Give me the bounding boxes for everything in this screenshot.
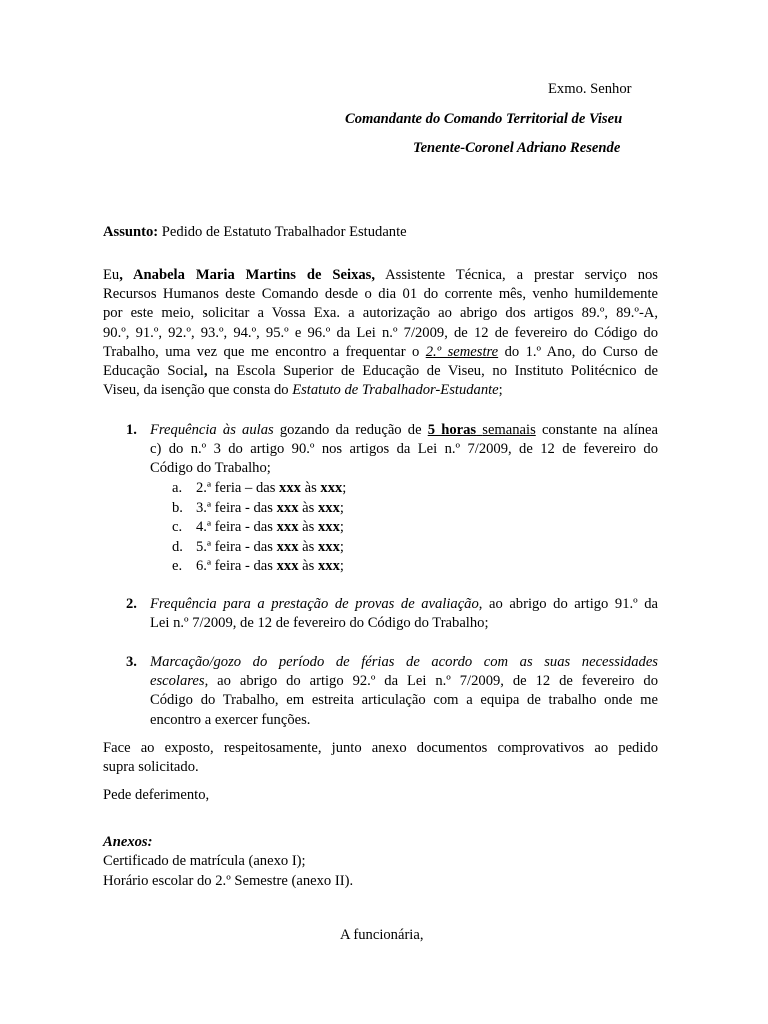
signature-label: A funcionária, [340,927,424,943]
closing-paragraph: Face ao exposto, respeitosamente, junto anexo documentos comprovativos ao pedido supra solicitado. [103,740,658,776]
statute-name: Estatuto de Trabalhador-Estudante [292,382,499,399]
intro-line: Educação Social, na Escola Superior de Educação de Viseu, no Instituto Politécnico de [103,363,659,380]
list-item-2: 2. Frequência para a prestação de provas de avaliação, ao abrigo do artigo 91.º da Lei n.º 7/2009, de 12 de fevereiro do Código do Trabalho; [126,596,658,632]
intro-line: por este meio, solicitar a Vossa Exa. a autorização ao abrigo dos artigos 89.º, 89.º-A, [103,305,658,322]
recipient-title: Comandante do Comando Territorial de Viseu [345,111,623,127]
schedule-item: a. 2.ª feria – das xxx às xxx; [172,480,347,496]
intro-line: Eu, Anabela Maria Martins de Seixas, Assistente Técnica, a prestar serviço nos [103,267,658,283]
list-item-1: 1. Frequência às aulas gozando da redução de 5 horas semanais constante na alínea c) do n.º 3 do artigo 90.º nos artigos da Lei n.º 7/2009, de 12 de fevereiro do Código do Trabalho; [126,422,659,477]
salutation: Exmo. Senhor [548,81,632,97]
schedule-item: e. 6.ª feira - das xxx às xxx; [172,558,344,575]
annex-item: Certificado de matrícula (anexo I); [103,853,306,869]
intro-line: 90.º, 91.º, 92.º, 93.º, 94.º, 95.º e 96.º da Lei n.º 7/2009, de 12 de fevereiro do Código do [103,324,658,341]
subject-text: Pedido de Estatuto Trabalhador Estudante [158,224,407,240]
item-number: 1. [126,422,137,438]
schedule-item: d. 5.ª feira - das xxx às xxx; [172,538,344,555]
item-number: 3. [126,654,137,670]
intro-paragraph [103,266,658,400]
employee-name: , Anabela Maria Martins de Seixas, [119,267,375,283]
schedule-item: b. 3.ª feira - das xxx às xxx; [172,499,344,516]
semester-highlight: 2.º semestre [425,343,499,360]
schedule-list [172,479,346,577]
item-number: 2. [126,596,137,612]
intro-line: Trabalho, uma vez que me encontro a frequentar o 2.º semestre do 1.º Ano, do Curso de [103,343,658,360]
subject-label: Assunto: [103,224,159,240]
schedule-item: c. 4.ª feira - das xxx às xxx; [172,519,344,536]
annexes-title: Anexos: [103,834,153,850]
intro-line: Viseu, da isenção que consta do Estatuto de Trabalhador-Estudante; [103,382,503,399]
request-line: Pede deferimento, [103,787,210,803]
annex-item: Horário escolar do 2.º Semestre (anexo II). [103,873,354,889]
subject-line [103,223,407,242]
intro-line: Recursos Humanos deste Comando desde o dia 01 do corrente mês, venho humildemente [103,286,658,303]
list-item-3: 3. Marcação/gozo do período de férias de acordo com as suas necessidades escolares, ao abrigo do artigo 92.º da Lei n.º 7/2009, de 12 de fevereiro do Código do Trabalho, em estreita articulação com a equipa de trabalho onde me encontro a exercer funções. [126,654,658,728]
recipient-name: Tenente-Coronel Adriano Resende [413,140,621,156]
hours-highlight: 5 horas [427,422,477,438]
